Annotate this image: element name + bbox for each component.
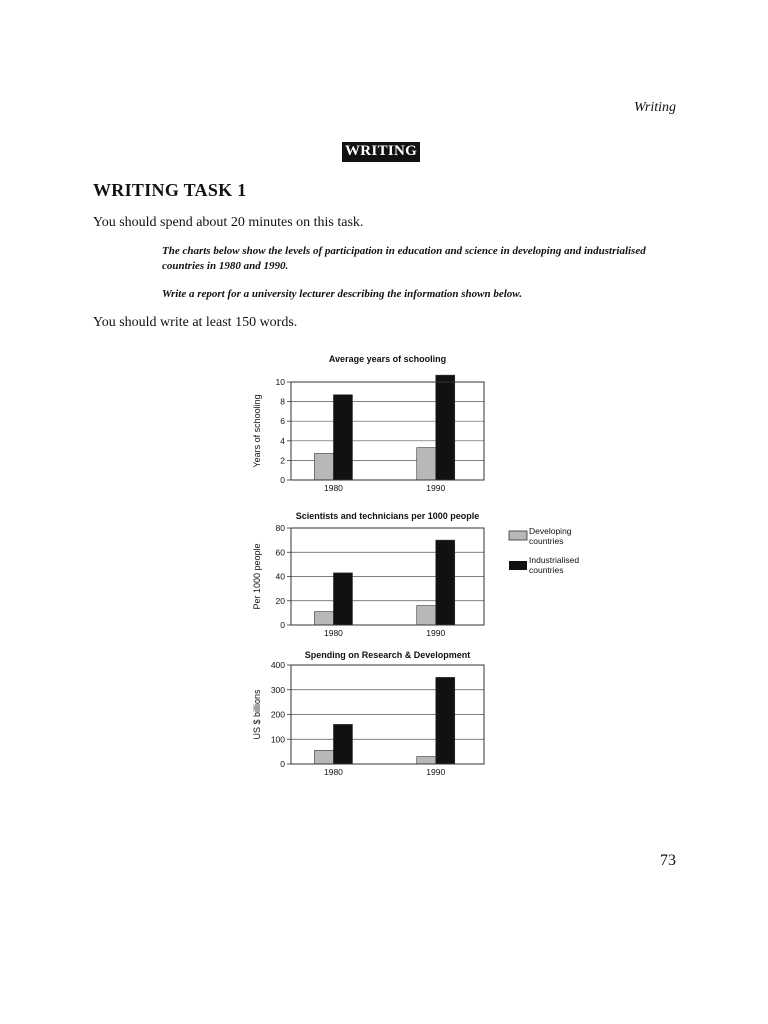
chart-2-ytick-label-80: 80 [275, 523, 285, 533]
chart-1-xtick-label-1990: 1990 [426, 483, 446, 493]
chart-2-title: Scientists and technicians per 1000 people [295, 511, 480, 521]
section-banner: WRITING [342, 142, 420, 162]
chart-3-ytick-label-300: 300 [270, 684, 285, 695]
word-count-instruction: You should write at least 150 words. [93, 315, 298, 330]
chart-3-ytick-label-0: 0 [280, 759, 285, 769]
chart-3-xtick-label-1990: 1990 [426, 767, 446, 777]
chart-1-ytick-label-2: 2 [280, 455, 285, 466]
chart-3-ytick-label-100: 100 [270, 734, 285, 745]
chart-1-ytick-label-6: 6 [280, 416, 285, 427]
time-instruction: You should spend about 20 minutes on this task. [93, 215, 364, 230]
chart-3-bar-industrialised-1980 [333, 724, 352, 764]
chart-2-xtick-label-1990: 1990 [426, 628, 446, 638]
chart-1-ytick-label-4: 4 [280, 435, 285, 446]
chart-3-bar-industrialised-1990 [436, 677, 455, 764]
chart-1-bar-developing-1980 [314, 454, 333, 480]
running-head: Writing [633, 100, 676, 115]
task-prompt-description: The charts below show the levels of participation in education and science in developing and industrialised countries in 1980 and 1990. [162, 245, 646, 272]
chart-2-bar-industrialised-1980 [333, 573, 352, 625]
chart-3-ylabel: US $ billions [252, 689, 262, 740]
legend-label-industrialised-1: Industrialised [529, 555, 580, 565]
chart-1-ytick-label-8: 8 [280, 396, 285, 407]
chart-2-bar-industrialised-1990 [436, 540, 455, 625]
chart-2-ytick-label-20: 20 [275, 595, 285, 606]
chart-2-bar-developing-1980 [314, 612, 333, 625]
chart-2-ytick-label-40: 40 [275, 571, 285, 582]
chart-2-xtick-label-1980: 1980 [323, 628, 343, 638]
chart-1-ylabel: Years of schooling [252, 394, 262, 468]
chart-2-bar-developing-1990 [417, 606, 436, 625]
chart-2-ytick-label-0: 0 [280, 620, 285, 630]
chart-3-ytick-label-400: 400 [270, 660, 285, 670]
legend-swatch-developing [509, 531, 527, 540]
task-prompt-instruction: Write a report for a university lecturer describing the information shown below. [162, 288, 522, 300]
page-number: 73 [660, 852, 676, 869]
chart-1-bar-developing-1990 [417, 448, 436, 480]
bar-charts [252, 354, 484, 777]
chart-1-bar-industrialised-1980 [333, 395, 352, 480]
legend-label-developing-1: Developing [529, 526, 572, 536]
task-title: WRITING TASK 1 [93, 180, 247, 200]
chart-legend [509, 526, 579, 575]
legend-label-developing-2: countries [529, 536, 564, 546]
chart-3-title: Spending on Research & Development [304, 650, 471, 660]
chart-1-ytick-label-0: 0 [280, 475, 285, 485]
chart-1-xtick-label-1980: 1980 [323, 483, 343, 493]
chart-3-bar-developing-1990 [417, 757, 436, 764]
chart-1-title: Average years of schooling [328, 354, 447, 364]
chart-1-ytick-label-10: 10 [275, 377, 285, 387]
chart-2-ylabel: Per 1000 people [252, 543, 262, 610]
legend-swatch-industrialised [509, 561, 527, 570]
chart-1-bar-industrialised-1990 [436, 375, 455, 480]
chart-3-ytick-label-200: 200 [270, 709, 285, 720]
legend-label-industrialised-2: countries [529, 565, 564, 575]
chart-3-xtick-label-1980: 1980 [323, 767, 343, 777]
chart-3-bar-developing-1980 [314, 750, 333, 764]
chart-2-ytick-label-60: 60 [275, 547, 285, 558]
